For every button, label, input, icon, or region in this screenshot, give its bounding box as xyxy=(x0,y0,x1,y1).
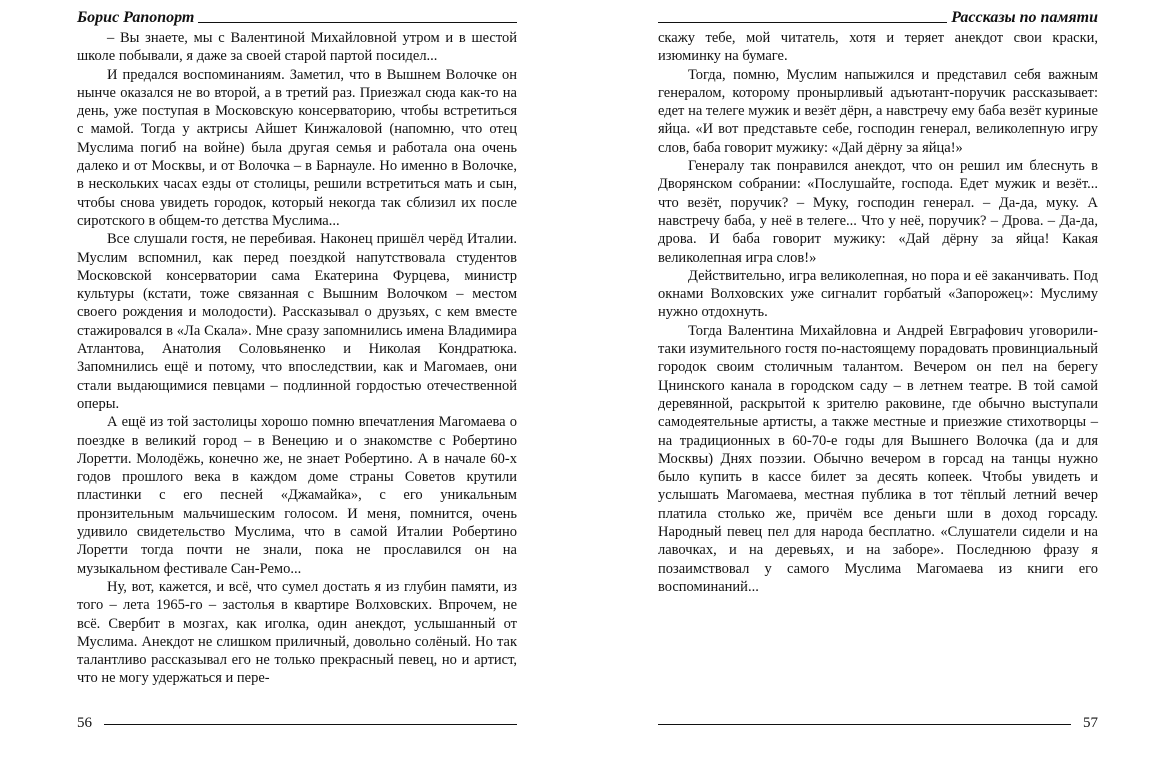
paragraph: А ещё из той застолицы хорошо помню впечатления Магомаева о поездке в великий город – в Венецию и о знакомстве с Робертино Лоретти. Молодёжь, конечно же, не знает Робертино. А в начале 60-х годов прошлого века в каждом доме страны Советов крутили пластинки с его песней «Джамайка», с его уникальным пронзительным мальчишеским голосом. И меня, помнится, очень удивило свидетельство Муслима, что в самой Италии Робертино Лоретти тогда почти не знали, пока не прославился он на музыкальном фестивале Сан-Ремо... xyxy=(77,414,517,577)
footer-rule-right xyxy=(658,724,1071,725)
header-rule-right xyxy=(658,22,947,23)
running-head-right xyxy=(658,5,1098,27)
paragraph: Действительно, игра великолепная, но пора и её заканчивать. Под окнами Волховских уже сигналит горбатый «Запорожец»: Муслиму нужно отдохнуть. xyxy=(658,267,1098,321)
page-number-left: 56 xyxy=(77,714,92,731)
paragraph: – Вы знаете, мы с Валентиной Михайловной утром и в шестой школе побывали, я даже за своей старой партой посидел... xyxy=(77,30,517,65)
paragraph: Тогда, помню, Муслим напыжился и представил себя важным генералом, которому пронырливый адъютант-поручик рассказывает: едет на телеге мужик и везёт дёрн, а навстречу ему баба везёт куриные яйца. «И вот представьте себе, господин генерал, великолепную игру слов, баба говорит мужику: «Дай дёрну за яйца!» xyxy=(658,66,1098,156)
header-rule-left xyxy=(198,22,517,23)
paragraph: Все слушали гостя, не перебивая. Наконец пришёл черёд Италии. Муслим вспомнил, как перед поездкой напутствовала студентов Московской консерватории сама Екатерина Фурцева, министр культуры (кстати, тоже связанная с Вышним Волочком – местом своего рождения и молодости). Рассказывал о друзьях, с кем вместе стажировался в «Ла Скала». Мне сразу запомнились имена Владимира Атлантова, Анатолия Соловьяненко и Николая Кондратюка. Запомнились ещё и потому, что впоследствии, как и Магомаев, они стали выдающимися певцами – подлинной гордостью отечественной оперы. xyxy=(77,231,517,412)
author-name: Борис Рапопорт xyxy=(77,9,195,26)
book-title: Рассказы по памяти xyxy=(951,9,1098,26)
folio-left xyxy=(77,712,517,734)
paragraph: Тогда Валентина Михайловна и Андрей Евграфович уговорили-таки изумительного гостя по-настоящему порадовать провинциальный городок своим столичным талантом. Вечером он пел на берегу Цнинского канала в городском саду – в летнем театре. В той самой деревянной, раскрытой к зрителю раковине, где обычно выступали самодеятельные артисты, а также местные и приезжие стихотворцы – на традиционных в 60-70-е годы для Вышнего Волочка (да и для Москвы) Днях поэзии. Обычно вечером в горсад на танцы нужно было купить в кассе билет за десять копеек. Чтобы увидеть и услышать Магомаева, местная публика в тот тёплый летний вечер платила столько же, причём все деньги шли в доход горсаду. Народный певец пел для народа бесплатно. «Слушатели сидели и на лавочках, и на деревьях, и на заборе». Последнюю фразу я позаимствовал у самого Муслима Магомаева из книги его воспоминаний... xyxy=(658,322,1098,595)
page-number-right: 57 xyxy=(1083,714,1098,731)
paragraph: Генералу так понравился анекдот, что он решил им блеснуть в Дворянском собрании: «Послушайте, господа. Едет мужик и везёт... что везёт, поручик? – Муку, господин генерал. – Да-да, муку. А навстречу баба, у неё в телеге... Что у неё, поручик? – Дрова. – Да-да, дрова. И баба говорит мужику: «Дай дёрну за яйца! Какая великолепная игра слов!» xyxy=(658,158,1098,266)
right-page-text xyxy=(658,29,1098,596)
folio-right xyxy=(658,712,1098,734)
footer-rule-left xyxy=(104,724,517,725)
right-page xyxy=(658,0,1098,766)
paragraph: И предался воспоминаниям. Заметил, что в Вышнем Волочке он нынче оказался не во второй, а в третий раз. Приезжал сюда как-то на день, уже поступая в Московскую консерваторию, чтобы встретиться с мамой. Тогда у актрисы Айшет Кинжаловой (напомню, что отец Муслима погиб на войне) была другая семья и работала она очень далеко и от Москвы, и от Волочка – в Барнауле. Но именно в Волочке, в нескольких часах езды от столицы, решили встретиться мать и сын, чтобы снова увидеть городок, который некогда так сблизил их после сиротского в общем-то детства Муслима... xyxy=(77,66,517,229)
left-page xyxy=(77,0,517,766)
paragraph-continued: скажу тебе, мой читатель, хотя и теряет анекдот свои краски, изюминку на бумаге. xyxy=(658,30,1098,65)
running-head-left xyxy=(77,5,517,27)
paragraph: Ну, вот, кажется, и всё, что сумел достать я из глубин памяти, из того – лета 1965-го – застолья в квартире Волховских. Впрочем, не всё. Свербит в мозгах, как иголка, один анекдот, услышанный от Муслима. Анекдот не слишком приличный, довольно солёный. Но так талантливо рассказывал его не только прекрасный певец, но и артист, что не могу удержаться и пере- xyxy=(77,578,517,687)
left-page-text xyxy=(77,29,517,688)
